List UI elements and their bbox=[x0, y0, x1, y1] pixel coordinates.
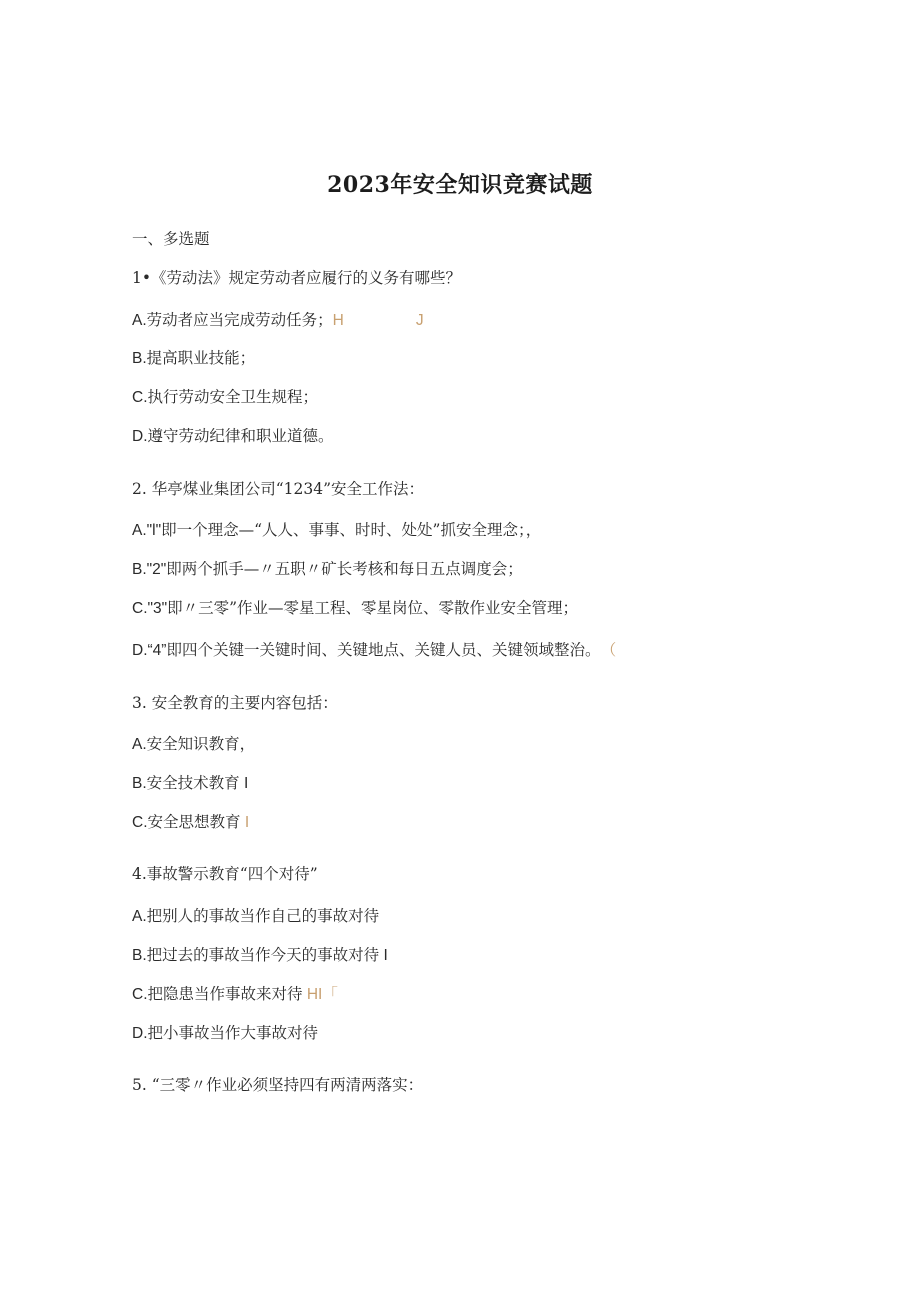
question-1-option-d bbox=[132, 426, 334, 447]
option-text: 劳动者应当完成劳动任务； bbox=[146, 311, 333, 329]
question-3-option-a bbox=[132, 734, 255, 755]
option-suffix: I bbox=[379, 947, 388, 964]
option-label: C."3" bbox=[132, 600, 168, 617]
option-text: 把过去的事故当作今天的事故对待 bbox=[146, 946, 380, 964]
question-3-option-c bbox=[132, 812, 249, 833]
option-text: 把小事故当作大事故对待 bbox=[147, 1024, 319, 1042]
question-4-option-b bbox=[132, 945, 388, 966]
scan-mark: J bbox=[415, 312, 424, 329]
question-5-stem: 5. “三零〃作业必须坚持四有两清两落实： bbox=[132, 1076, 424, 1094]
question-2-option-c bbox=[132, 598, 578, 619]
option-label: D.“4” bbox=[132, 642, 167, 659]
option-label: A. bbox=[132, 908, 147, 925]
question-2-stem: 2. 华亭煤业集团公司“1234”安全工作法： bbox=[132, 480, 425, 498]
question-4-option-c bbox=[132, 984, 338, 1005]
option-text: 安全思想教育 bbox=[147, 813, 241, 831]
option-text: 即四个关键一关键时间、关键地点、关键人员、关键领域整治。 bbox=[166, 641, 601, 659]
option-label: A. bbox=[132, 736, 147, 753]
option-text: 即〃三零”作业—零星工程、零星岗位、零散作业安全管理； bbox=[167, 599, 579, 617]
scan-mark: （ bbox=[608, 642, 617, 659]
question-2-option-a bbox=[132, 520, 541, 541]
page-title: 2023年安全知识竞赛试题 bbox=[327, 172, 593, 198]
option-label: A."l" bbox=[132, 522, 162, 539]
option-label: B."2" bbox=[132, 561, 167, 578]
option-text: 即两个抓手—〃五职〃矿长考核和每日五点调度会； bbox=[166, 560, 523, 578]
question-4-option-a bbox=[132, 906, 379, 927]
option-text: 安全知识教育， bbox=[146, 735, 256, 753]
option-label: B. bbox=[132, 775, 147, 792]
option-text: 即一个理念—“人人、事事、时时、处处”抓安全理念；， bbox=[161, 521, 542, 539]
option-text: 安全技术教育 bbox=[146, 774, 240, 792]
section-heading: 一、多选题 bbox=[132, 230, 210, 248]
question-2-option-b bbox=[132, 559, 523, 580]
scan-mark: HI「 bbox=[302, 986, 338, 1003]
question-3-option-b bbox=[132, 773, 248, 794]
option-label: C. bbox=[132, 389, 148, 406]
option-suffix: I bbox=[239, 775, 249, 792]
option-text: 执行劳动安全卫生规程； bbox=[147, 388, 319, 406]
option-text: 把别人的事故当作自己的事故对待 bbox=[146, 907, 380, 925]
question-1-option-b bbox=[132, 348, 255, 369]
question-1-option-c bbox=[132, 387, 318, 408]
option-text: 遵守劳动纪律和职业道德。 bbox=[147, 427, 334, 445]
scan-mark: H bbox=[332, 312, 344, 329]
question-4-option-d bbox=[132, 1023, 318, 1044]
question-1-stem: 1•《劳动法》规定劳动者应履行的义务有哪些？ bbox=[132, 269, 462, 287]
question-1-option-a bbox=[132, 310, 424, 331]
option-label: C. bbox=[132, 986, 148, 1003]
option-text: 把隐患当作事故来对待 bbox=[147, 985, 303, 1003]
option-text: 提高职业技能； bbox=[146, 349, 256, 367]
question-3-stem: 3. 安全教育的主要内容包括： bbox=[132, 694, 338, 712]
option-label: B. bbox=[132, 947, 147, 964]
option-label: A. bbox=[132, 312, 147, 329]
question-4-stem: 4.事故警示教育“四个对待” bbox=[132, 865, 318, 883]
option-label: C. bbox=[132, 814, 148, 831]
scan-mark: I bbox=[240, 814, 250, 831]
option-label: B. bbox=[132, 350, 147, 367]
option-label: D. bbox=[132, 428, 148, 445]
option-label: D. bbox=[132, 1025, 148, 1042]
question-2-option-d bbox=[132, 640, 616, 661]
